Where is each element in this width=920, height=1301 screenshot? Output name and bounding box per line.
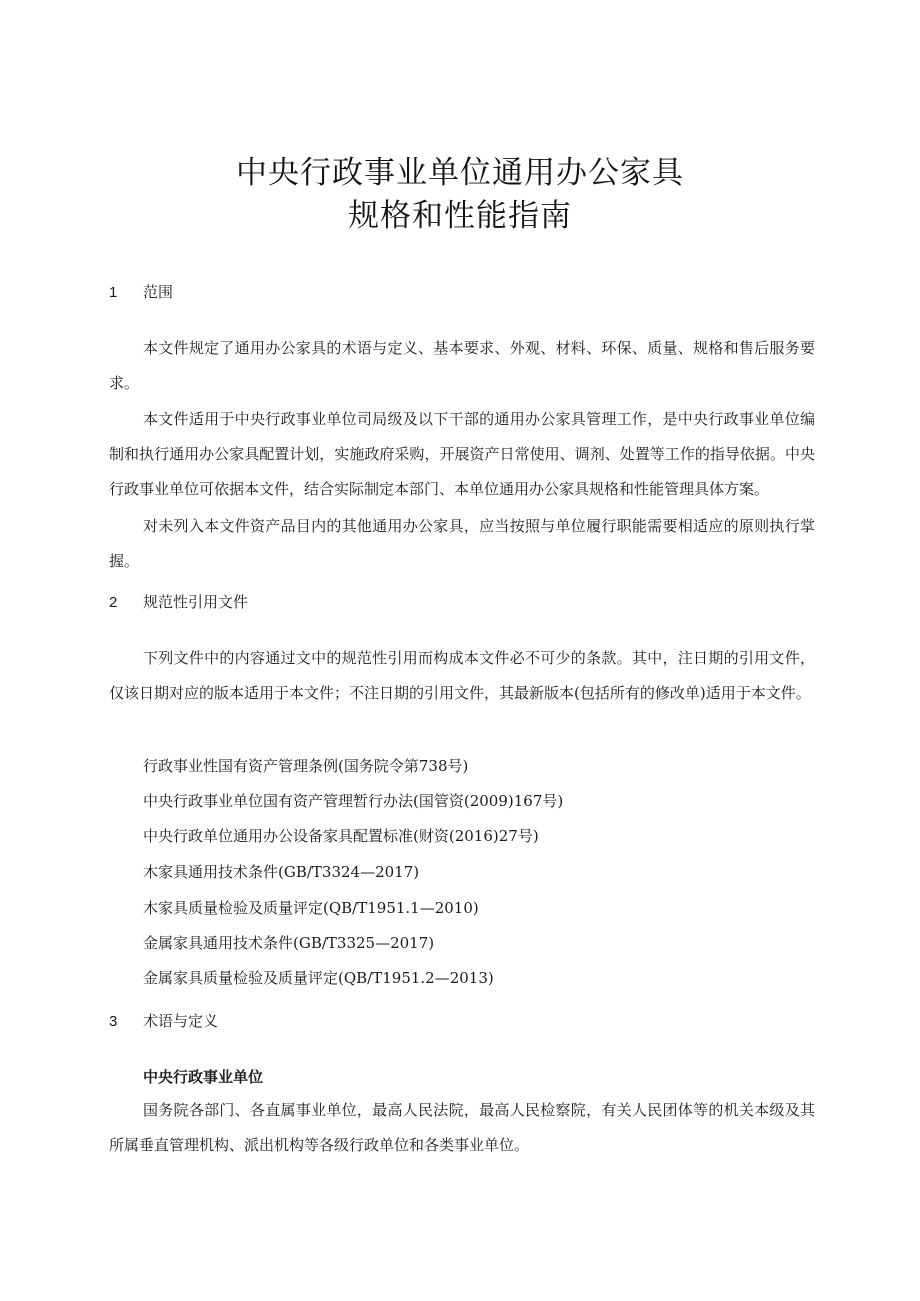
term-definition: 国务院各部门、各直属事业单位，最高人民法院，最高人民检察院，有关人民团体等的机关本级及其所属垂直管理机构、派出机构等各级行政单位和各类事业单位。: [109, 1101, 815, 1154]
section-title: 术语与定义: [143, 1012, 219, 1030]
paragraph: 本文件适用于中央行政事业单位司局级及以下干部的通用办公家具管理工作，是中央行政事业单位编制和执行通用办公家具配置计划，实施政府采购，开展资产日常使用、调剂、处置等工作的指导依据。中央行政事业单位可依据本文件，结合实际制定本部门、本单位通用办公家具规格和性能管理具体方案。: [109, 410, 815, 498]
reference-item: 中央行政单位通用办公设备家具配置标准(财资(2016)27号): [143, 827, 539, 845]
reference-item: 木家具通用技术条件(GB/T3324—2017): [143, 863, 420, 881]
paragraph: 下列文件中的内容通过文中的规范性引用而构成本文件必不可少的条款。其中，注日期的引用文件，仅该日期对应的版本适用于本文件；不注日期的引用文件，其最新版本(包括所有的修改单)适用于本文件。: [109, 649, 815, 702]
document-title-line-1: 中央行政事业单位通用办公家具: [236, 155, 684, 191]
section-number: 3: [109, 1013, 118, 1030]
section-heading-terms: [109, 1011, 218, 1032]
paragraph: 对未列入本文件资产品目内的其他通用办公家具，应当按照与单位履行职能需要相适应的原则执行掌握。: [109, 517, 815, 570]
section-title: 规范性引用文件: [143, 593, 249, 611]
document-title-line-2: 规格和性能指南: [348, 198, 572, 234]
term-heading: 中央行政事业单位: [143, 1068, 264, 1086]
section-number: 1: [109, 284, 118, 301]
reference-item: 木家具质量检验及质量评定(QB/T1951.1—2010): [143, 899, 479, 917]
paragraph: 本文件规定了通用办公家具的术语与定义、基本要求、外观、材料、环保、质量、规格和售后服务要求。: [109, 339, 815, 392]
section-heading-normative-references: [109, 592, 248, 613]
reference-item: 金属家具质量检验及质量评定(QB/T1951.2—2013): [143, 969, 494, 987]
reference-item: 中央行政事业单位国有资产管理暂行办法(国管资(2009)167号): [143, 792, 564, 810]
section-heading-scope: [109, 282, 173, 303]
reference-item: 金属家具通用技术条件(GB/T3325—2017): [143, 934, 435, 952]
section-number: 2: [109, 594, 118, 611]
reference-item: 行政事业性国有资产管理条例(国务院令第738号): [143, 757, 469, 775]
section-title: 范围: [143, 283, 174, 301]
